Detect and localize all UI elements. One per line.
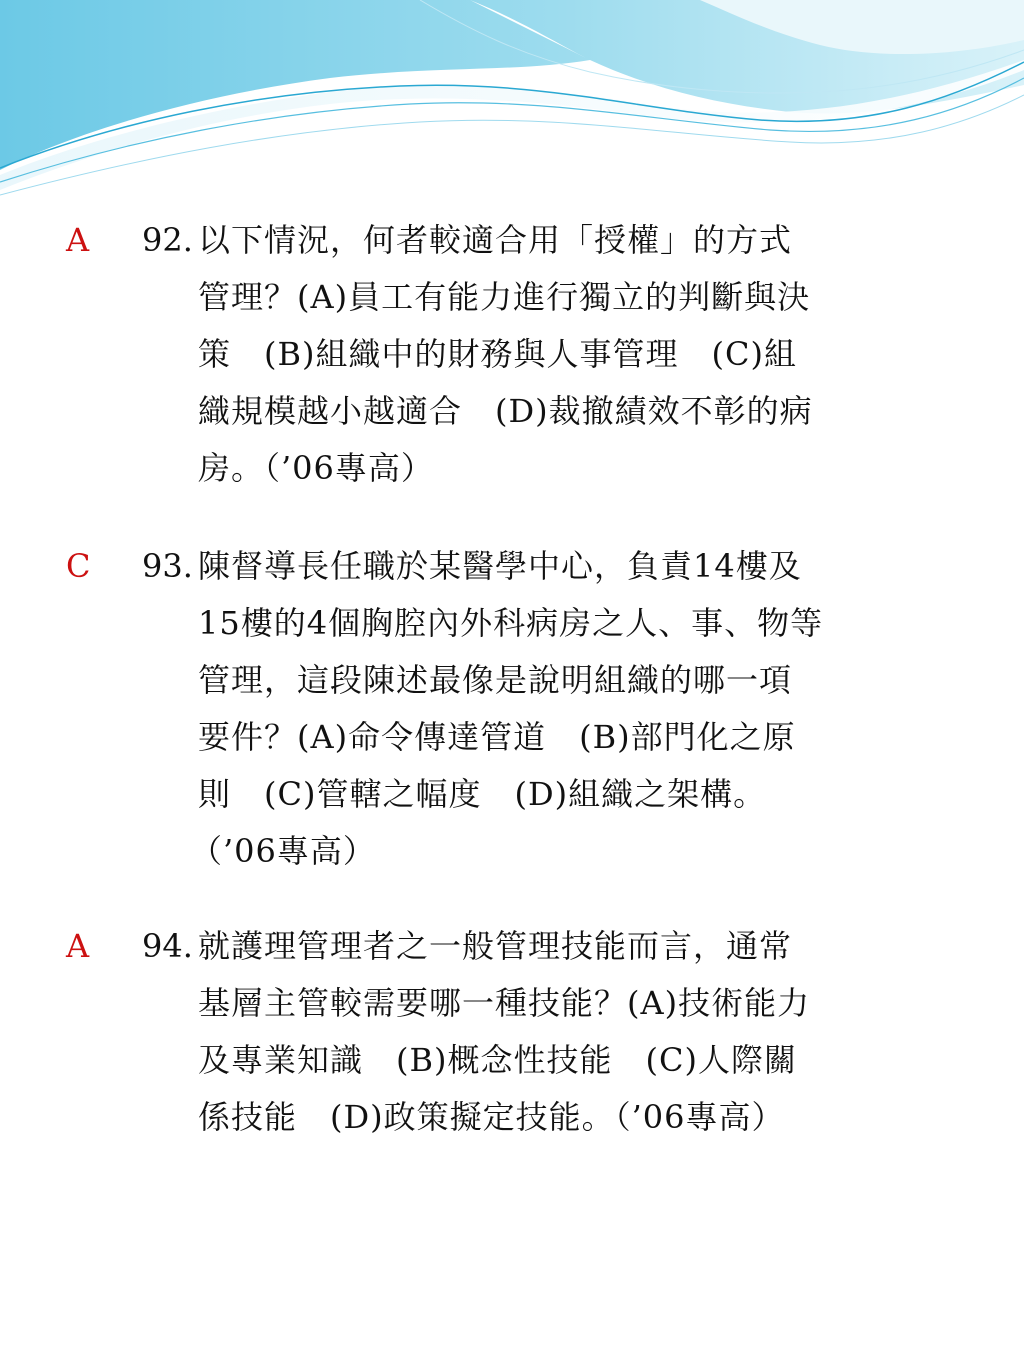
question-line: 係技能 (D)政策擬定技能。（’06專高） <box>198 1098 785 1136</box>
question-text <box>190 538 902 880</box>
question-line: 15樓的4個胸腔內外科病房之人、事、物等 <box>198 604 824 642</box>
question-line: 基層主管較需要哪一種技能？(A)技術能力 <box>198 984 811 1022</box>
answer-key: A <box>66 221 90 259</box>
question-line: 織規模越小越適合 (D)裁撤績效不彰的病 <box>198 392 813 430</box>
header-wave-decoration <box>0 0 1024 220</box>
question-line: 就護理管理者之一般管理技能而言，通常 <box>198 927 793 965</box>
question-number: 93. <box>142 547 193 585</box>
question-line: 要件？(A)命令傳達管道 (B)部門化之原 <box>198 718 796 756</box>
answer-key: C <box>66 547 91 585</box>
question-line: 則 (C)管轄之幅度 (D)組織之架構。 <box>198 775 767 813</box>
question-number: 92. <box>142 221 193 259</box>
question-line: 及專業知識 (B)概念性技能 (C)人際關 <box>198 1041 797 1079</box>
question-text <box>198 918 902 1146</box>
question-line: 管理？(A)員工有能力進行獨立的判斷與決 <box>198 278 811 316</box>
question-line: 管理，這段陳述最像是說明組織的哪一項 <box>198 661 793 699</box>
question-line: 以下情況，何者較適合用「授權」的方式 <box>198 221 793 259</box>
question-line: （’06專高） <box>190 832 376 870</box>
question-number: 94. <box>142 927 193 965</box>
question-line: 房。（’06專高） <box>198 449 434 487</box>
answer-key: A <box>66 927 90 965</box>
question-line: 陳督導長任職於某醫學中心，負責14樓及 <box>198 547 802 585</box>
question-text <box>198 212 902 497</box>
question-line: 策 (B)組織中的財務與人事管理 (C)組 <box>198 335 797 373</box>
